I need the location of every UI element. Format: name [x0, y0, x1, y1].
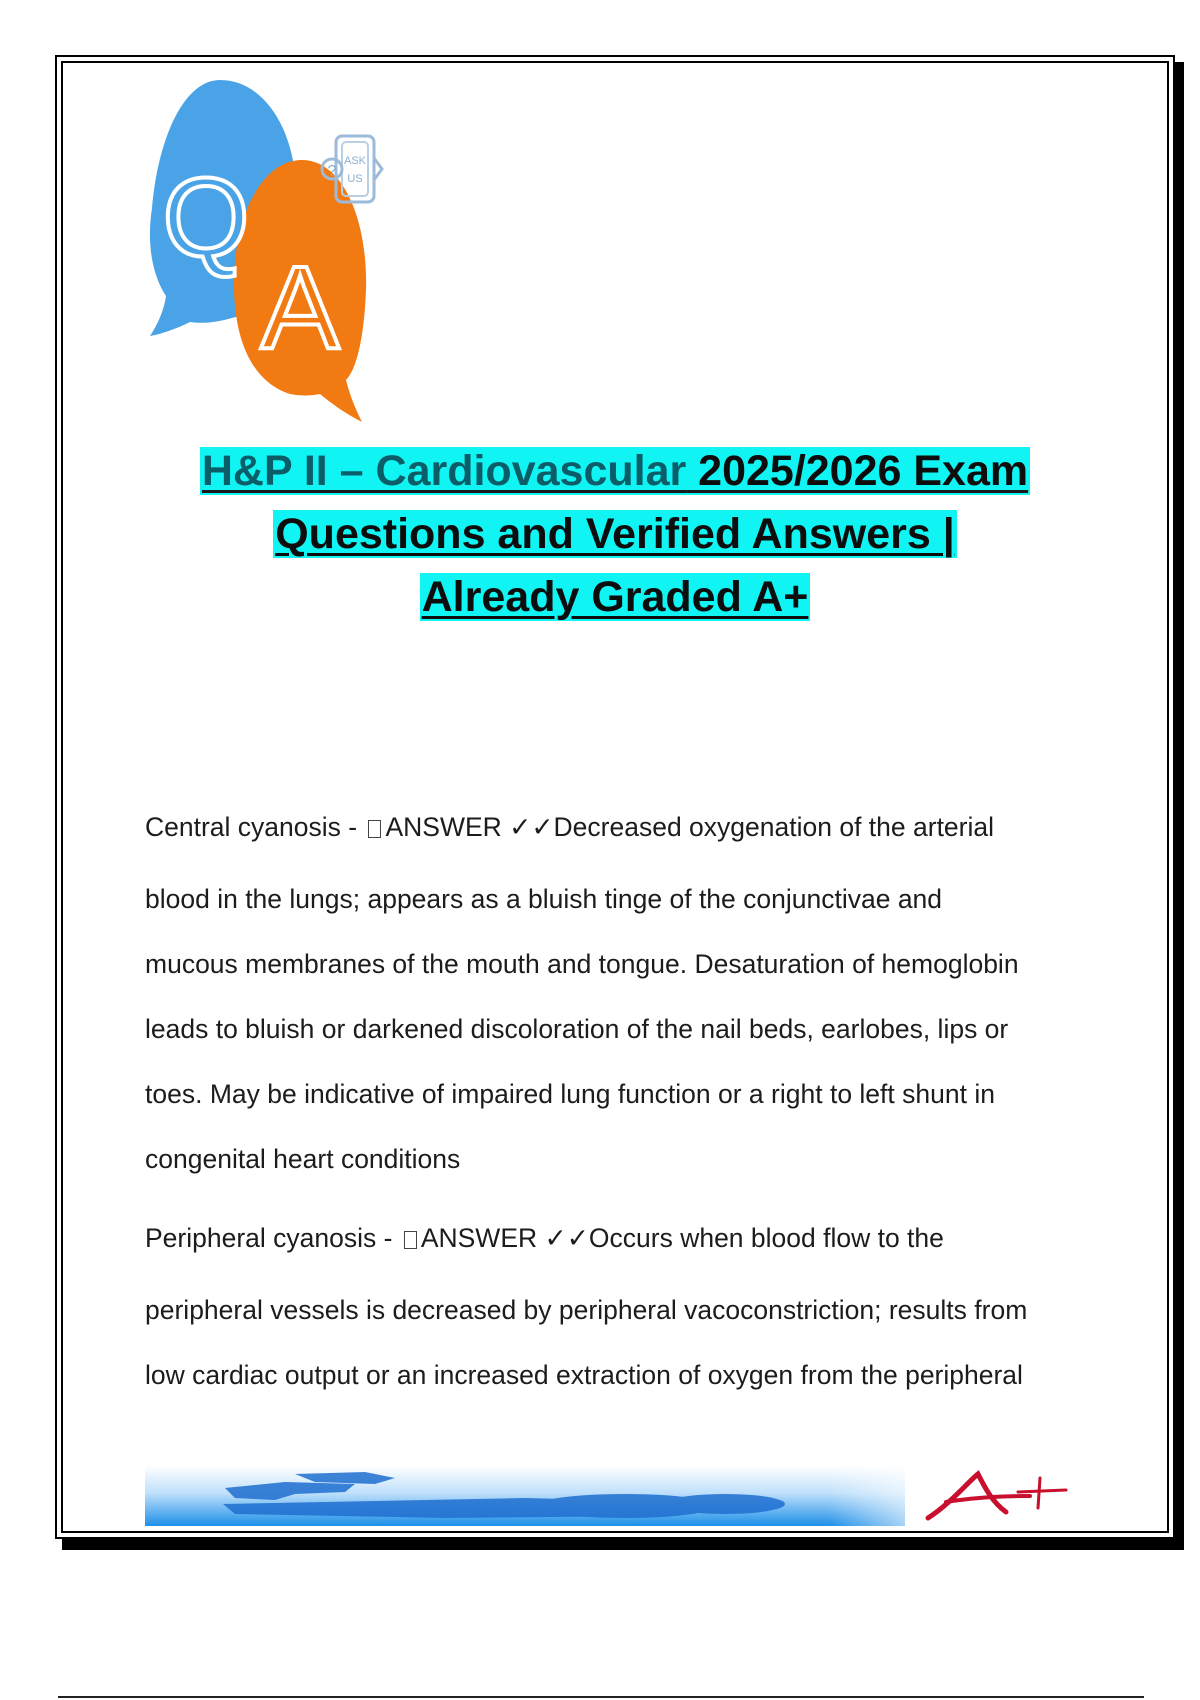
svg-text:US: US: [347, 173, 363, 185]
missing-glyph-icon: [404, 1231, 417, 1249]
bottom-rule: [58, 1696, 1144, 1698]
qa-content: [145, 806, 1105, 1419]
svg-text:ASK: ASK: [343, 155, 367, 167]
qa-entry-2-line-2: peripheral vessels is decreased by peripheral vacoconstriction; results from: [145, 1295, 1028, 1325]
answer-text: Decreased oxygenation of the arterial: [553, 812, 995, 842]
title-course-name: H&P II – Cardiovascular: [201, 447, 687, 495]
stuvia-banner-icon: [145, 1466, 905, 1526]
qa-term: Central cyanosis -: [145, 812, 365, 842]
qa-entry-2-line-3: low cardiac output or an increased extraction of oxygen from the peripheral: [145, 1360, 1023, 1390]
title-graded: Already Graded A+: [421, 573, 809, 621]
title-line-1: [120, 440, 1110, 503]
qa-entry-1-line-1: [145, 806, 1105, 878]
answer-marker: ANSWER ✓✓: [385, 812, 554, 842]
missing-glyph-icon: [368, 820, 381, 838]
title-questions-answers: Questions and Verified Answers |: [275, 510, 955, 558]
document-title: [120, 440, 1110, 629]
a-letter: A: [260, 242, 340, 374]
qa-entry-1-line-2: blood in the lungs; appears as a bluish tinge of the conjunctivae and: [145, 884, 943, 914]
answer-text: Occurs when blood flow to the: [588, 1223, 944, 1253]
qa-entry-1-line-6: congenital heart conditions: [145, 1144, 461, 1174]
qa-entry-1-line-3: mucous membranes of the mouth and tongue. Desaturation of hemoglobin: [145, 949, 1019, 979]
title-line-3: [120, 566, 1110, 629]
qa-term: Peripheral cyanosis -: [145, 1223, 400, 1253]
qa-logo-icon: [150, 78, 430, 438]
q-letter: Q: [162, 155, 250, 280]
qa-entry-1-line-4: leads to bluish or darkened discoloration of the nail beds, earlobes, lips or: [145, 1014, 1009, 1044]
title-exam-year: 2025/2026 Exam: [686, 447, 1029, 495]
qa-entry-1-line-5: toes. May be indicative of impaired lung function or a right to left shunt in: [145, 1079, 995, 1109]
title-line-2: [120, 503, 1110, 566]
qa-entry-2-line-1: [145, 1217, 1105, 1289]
svg-text:?: ?: [327, 163, 337, 180]
answer-marker: ANSWER ✓✓: [420, 1223, 589, 1253]
a-plus-grade-icon: [920, 1468, 1070, 1528]
